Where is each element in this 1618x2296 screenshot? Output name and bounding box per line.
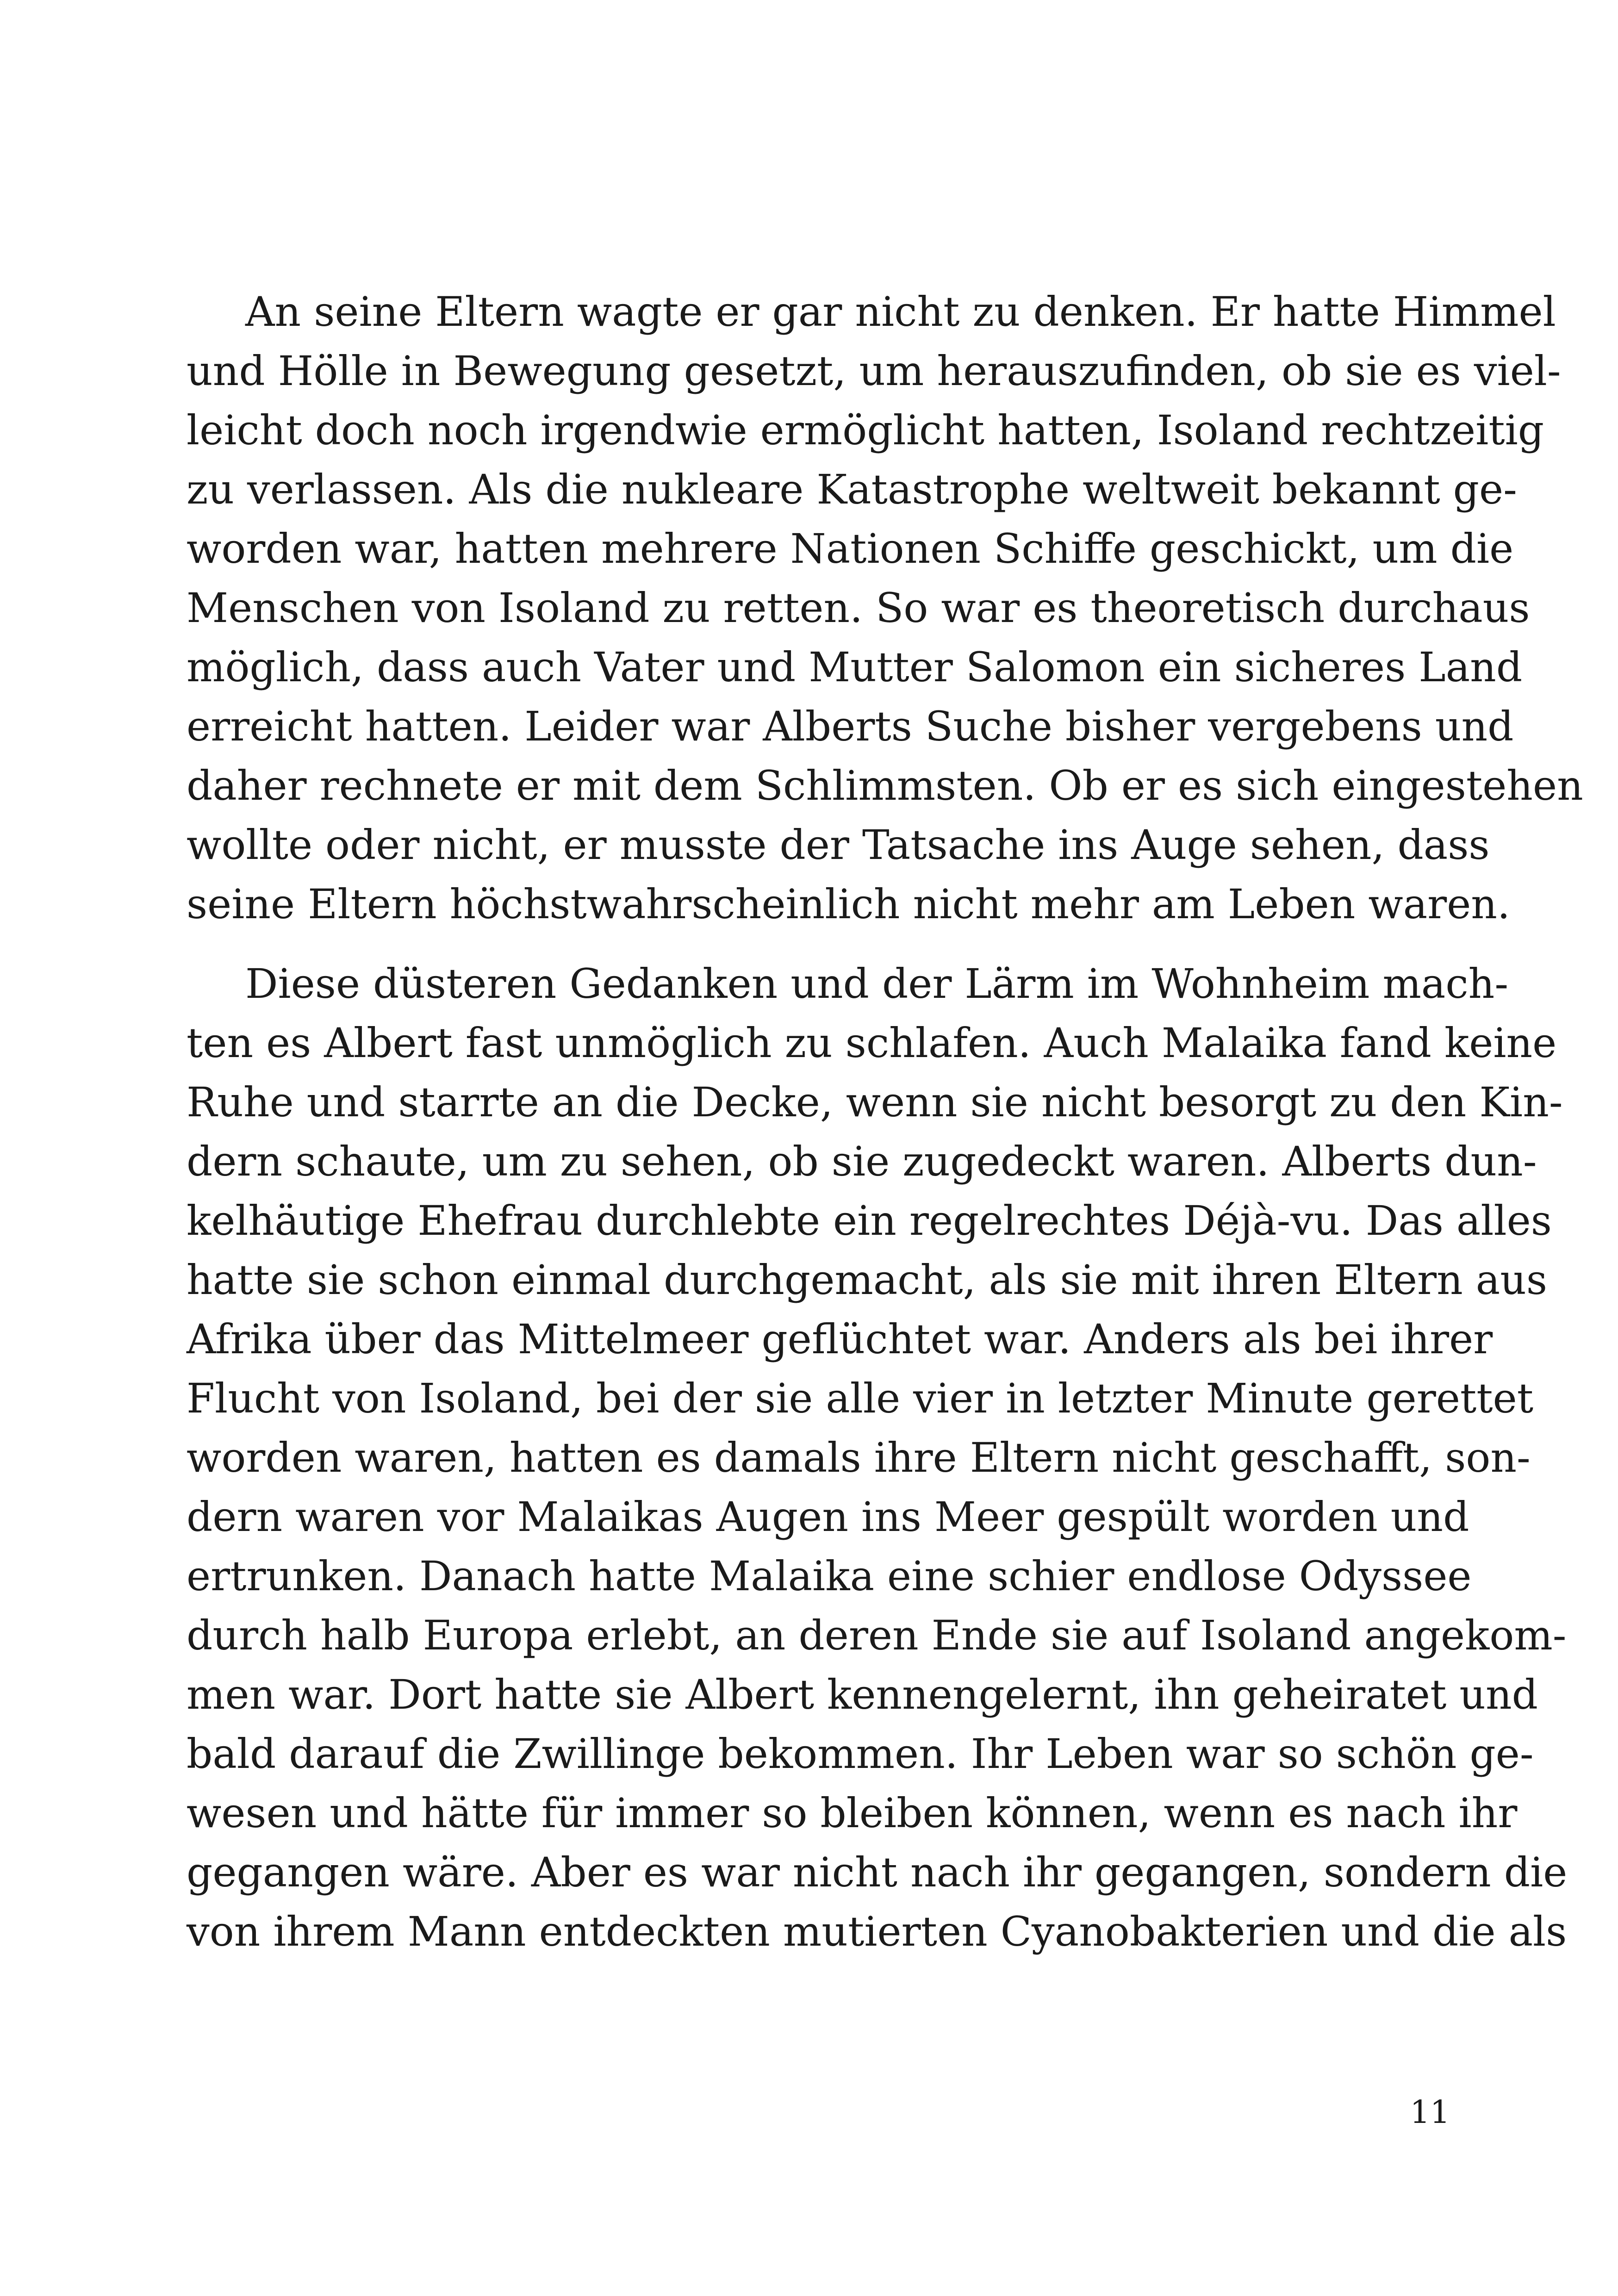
text-line: durch halb Europa erlebt, an deren Ende sie auf Isoland angekom-	[187, 1612, 1567, 1659]
text-line: Flucht von Isoland, bei der sie alle vier in letzter Minute gerettet	[187, 1375, 1534, 1422]
text-line: dern waren vor Malaikas Augen ins Meer gespült worden und	[187, 1493, 1469, 1541]
text-line: Diese düsteren Gedanken und der Lärm im Wohnheim mach-	[245, 960, 1509, 1008]
text-line: Ruhe und starrte an die Decke, wenn sie nicht besorgt zu den Kin-	[187, 1078, 1563, 1126]
text-line: leicht doch noch irgendwie ermöglicht hatten, Isoland rechtzeitig	[187, 406, 1544, 454]
text-line: ertrunken. Danach hatte Malaika eine schier endlose Odyssee	[187, 1552, 1472, 1600]
text-line: ten es Albert fast unmöglich zu schlafen. Auch Malaika fand keine	[187, 1019, 1557, 1067]
text-line: wollte oder nicht, er musste der Tatsache ins Auge sehen, dass	[187, 821, 1490, 869]
text-line: seine Eltern höchstwahrscheinlich nicht mehr am Leben waren.	[187, 880, 1510, 928]
text-line: kelhäutige Ehefrau durchlebte ein regelrechtes Déjà-vu. Das alles	[187, 1197, 1552, 1244]
text-line: dern schaute, um zu sehen, ob sie zugedeckt waren. Alberts dun-	[187, 1138, 1537, 1185]
body-text	[187, 282, 1583, 1961]
text-line: und Hölle in Bewegung gesetzt, um herauszufinden, ob sie es viel-	[187, 347, 1561, 395]
text-line: An seine Eltern wagte er gar nicht zu denken. Er hatte Himmel	[245, 288, 1556, 336]
text-line: Afrika über das Mittelmeer geflüchtet war. Anders als bei ihrer	[187, 1315, 1493, 1363]
text-line: von ihrem Mann entdeckten mutierten Cyanobakterien und die als	[187, 1908, 1567, 1955]
text-line: men war. Dort hatte sie Albert kennengelernt, ihn geheiratet und	[187, 1671, 1538, 1718]
text-line: Menschen von Isoland zu retten. So war es theoretisch durchaus	[187, 584, 1530, 632]
paragraph-2	[187, 954, 1568, 1961]
text-line: hatte sie schon einmal durchgemacht, als sie mit ihren Eltern aus	[187, 1256, 1548, 1304]
text-line: erreicht hatten. Leider war Alberts Suche bisher vergebens und	[187, 703, 1514, 750]
text-line: bald darauf die Zwillinge bekommen. Ihr Leben war so schön ge-	[187, 1730, 1534, 1778]
text-line: zu verlassen. Als die nukleare Katastrophe weltweit bekannt ge-	[187, 466, 1517, 513]
page-number: 11	[1410, 2094, 1450, 2131]
text-line: wesen und hätte für immer so bleiben können, wenn es nach ihr	[187, 1789, 1518, 1837]
text-line: möglich, dass auch Vater und Mutter Salomon ein sicheres Land	[187, 643, 1523, 691]
text-line: gegangen wäre. Aber es war nicht nach ihr gegangen, sondern die	[187, 1848, 1568, 1896]
text-line: daher rechnete er mit dem Schlimmsten. Ob er es sich eingestehen	[187, 762, 1583, 809]
text-line: worden waren, hatten es damals ihre Eltern nicht geschafft, son-	[187, 1434, 1531, 1481]
paragraph-1	[187, 282, 1583, 934]
text-line: worden war, hatten mehrere Nationen Schiffe geschickt, um die	[187, 525, 1514, 572]
